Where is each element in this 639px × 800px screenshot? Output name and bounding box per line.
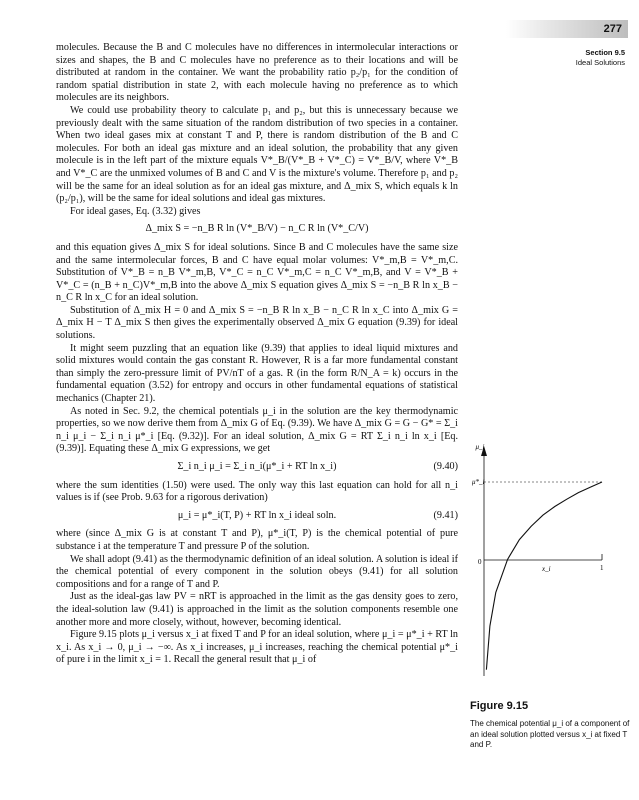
equation-9-40 [56,461,458,474]
x-axis-label: x_i [542,565,551,573]
x-tick-0-label: 0 [478,558,482,566]
paragraph: We shall adopt (9.41) as the thermodynamic definition of an ideal solution. A solution is ideal if the chemical potential of every component in the solution obeys (9.41) for all solution compositions and for a range of T and P. [56,553,458,590]
paragraph: For ideal gases, Eq. (3.32) gives [70,205,201,217]
paragraph: We could use probability theory to calculate p₁ and p₂, but this is unnecessary because we previously dealt with the same situation of the random distribution of two species in a container. When two ideal gases mix at constant T and P, there is random distribution of the B and C molecules. For both an ideal gas mixture and an ideal solution, the probability that any given molecule is in the left part of the mixture equals V*_B/(V*_B + V*_C) = V*_B/V, where V*_B and V*_C are the unmixed volumes of B and C and V is the mixture's volume. Therefore p₁ and p₂ will be the same for an ideal solution as for an ideal gas mixture, and Δ_mix S, which equals k ln (p₂/p₁), will be the same for ideal solutions and ideal gas mixtures. [56,104,458,205]
paragraph: and this equation gives Δ_mix S for ideal solutions. Since B and C molecules have the same size and the same intermolecular forces, B and C have equal molar volumes: V*_m,B = V*_m,C. Substitution of V*_B = n_B V*_m,B, V*_C = n_C V*_m,C = n_C V*_m,B, and V = V*_B + V*_C = (n_B + n_C)V*_m,B into the above Δ_mix S equation gives Δ_mix S = −n_B R ln x_B − n_C R ln x_C for an ideal solution. [56,241,458,304]
paragraph: It might seem puzzling that an equation like (9.39) that applies to ideal liquid mixtures and solid mixtures would contain the gas constant R. However, R is a far more fundamental constant than simply the zero-pressure limit of PV/nT of a gas. R (in the form R/N_A = k) occurs in the fundamental equation (3.52) for entropy and occurs in other fundamental equations of statistical mechanics (Chapter 21). [56,342,458,405]
paragraph: Just as the ideal-gas law PV = nRT is approached in the limit as the gas density goes to zero, the ideal-solution law (9.41) is approached in the limit as the solution components resemble one another more and more closely, without, however, becoming identical. [56,591,458,628]
equation-body: Δ_mix S = −n_B R ln (V*_B/V) − n_C R ln (V*_C/V) [145,223,369,235]
y-tick-label: μ*_i [472,478,485,486]
page-number: 277 [603,23,622,35]
main-text [56,42,458,667]
section-title: Ideal Solutions [575,58,625,67]
paragraph: where (since Δ_mix G is at constant T and P), μ*_i(T, P) is the chemical potential of pure substance i at the temperature T and pressure P of the solution. [56,528,458,552]
section-number: Section 9.5 [585,48,625,57]
equation-mix-entropy [56,223,458,236]
figure-9-15-plot [470,440,630,680]
equation-body: Σ_i n_i μ_i = Σ_i n_i(μ*_i + RT ln x_i) [177,461,337,472]
figure-title: Figure 9.15 [470,700,529,712]
section-label [576,48,625,68]
x-tick-1-label: 1 [600,564,604,572]
y-axis-label: μ_i [475,443,485,451]
paragraph: Substitution of Δ_mix H = 0 and Δ_mix S = −n_B R ln x_B − n_C R ln x_C into Δ_mix G = Δ_mix H − T Δ_mix S then gives the experimentally observed Δ_mix G equation (9.39) for ideal solutions. [56,304,458,342]
equation-number: (9.41) [433,509,458,521]
paragraph: Figure 9.15 plots μ_i versus x_i at fixed T and P for an ideal solution, where μ_i = μ*_i + RT ln x_i. As x_i → 0, μ_i → −∞. As x_i increases, μ_i increases, reaching the chemical potential μ*_i of pure i in the limit x_i = 1. Recall the general result that μ_i of [56,629,458,666]
equation-9-41 [56,510,458,523]
figure-caption: The chemical potential μ_i of a component of an ideal solution plotted versus x_i at fixed T and P. [470,719,630,749]
mu-curve [486,482,602,670]
paragraph: As noted in Sec. 9.2, the chemical potentials μ_i in the solution are the key thermodynamic properties, so we now derive them from Δ_mix G of Eq. (9.39). We have Δ_mix G = G − G* = Σ_i n_i μ_i − Σ_i n_i μ*_i [Eq. (9.32)]. For an ideal solution, Δ_mix G = RT Σ_i n_i ln x_i [Eq. (9.39)]. Equating these Δ_mix G expressions, we get [56,405,458,455]
header-bar [506,20,628,38]
equation-number: (9.40) [433,461,458,472]
paragraph: molecules. Because the B and C molecules have no differences in intermolecular interactions or sizes and shapes, the B and C molecules have no preference as to their locations and will be distributed at random in the container. We want the probability ratio p₂/p₁ for the condition of random spatial distribution in state 2, with each molecule having no preference as to which molecules are its neighbors. [56,42,458,104]
paragraph: where the sum identities (1.50) were used. The only way this last equation can hold for all n_i values is if (see Prob. 9.63 for a rigorous derivation) [56,479,458,504]
equation-body: μ_i = μ*_i(T, P) + RT ln x_i ideal soln. [177,509,337,521]
